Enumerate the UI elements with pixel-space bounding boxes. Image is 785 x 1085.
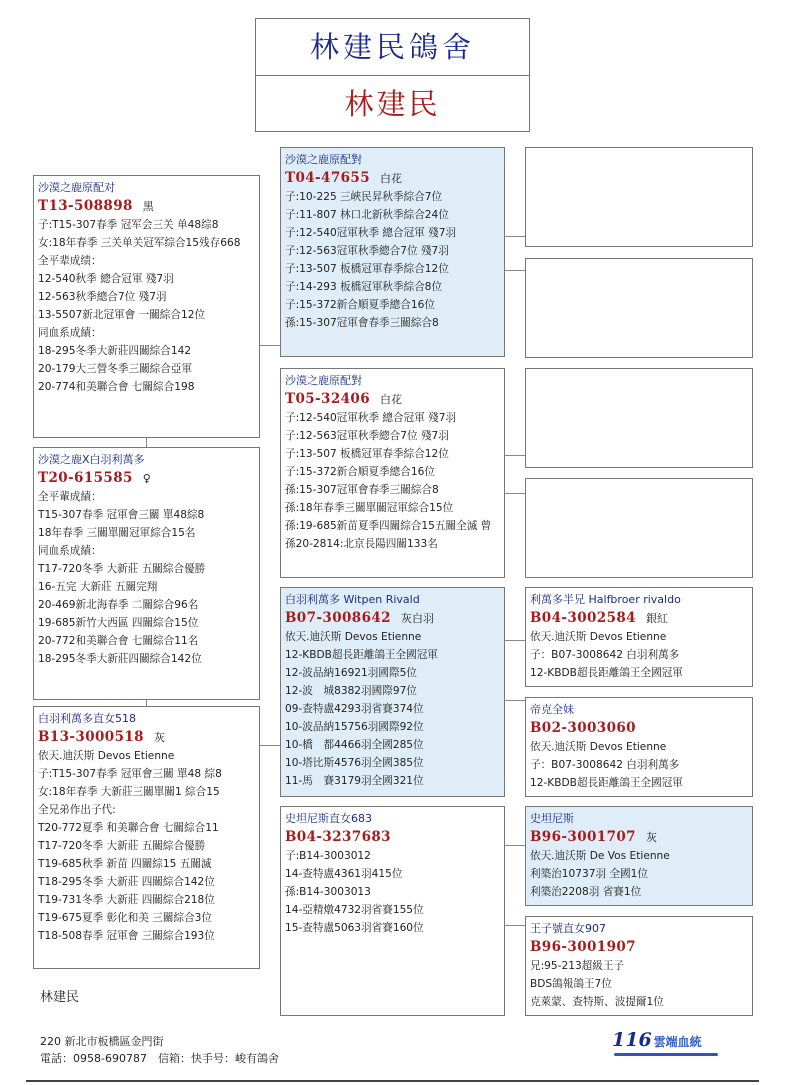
card-title: 沙漠之鹿原配對 — [285, 374, 362, 387]
ring-number: B96-3001907 — [530, 939, 636, 955]
record-line: 子:T15-307春季 冠军会三关 单48综8 — [38, 219, 219, 231]
card-lines — [285, 409, 500, 553]
connector — [146, 437, 147, 447]
record-line: 子:13-507 板橋冠軍春季綜合12位 — [285, 448, 449, 460]
card-title: 帝克全妹 — [530, 703, 574, 716]
record-line: 12-KBDB超長距離鴿王全國冠軍 — [285, 649, 438, 661]
card-title: 史坦尼斯 — [530, 812, 574, 825]
empty-pedigree-slot — [525, 368, 753, 468]
record-line: 13-5507新北冠軍會 一關綜合12位 — [38, 309, 206, 321]
card-lines — [38, 488, 255, 668]
footer-address: 220 新北市板橋區金門街 — [40, 1035, 164, 1048]
record-line: T18-508春季 冠軍會 三關綜合193位 — [38, 930, 215, 942]
connector — [504, 493, 525, 494]
record-line: 子:11-807 林口北新秋季綜合24位 — [285, 209, 449, 221]
record-line: 10-橋 都4466羽全國285位 — [285, 739, 424, 751]
record-line: 子:15-372新合順夏季總合16位 — [285, 466, 435, 478]
record-line: 14-查特盧4361羽415位 — [285, 868, 403, 880]
record-line: 同血系成績： — [38, 545, 102, 557]
subject-card[interactable] — [33, 175, 260, 438]
record-line: 子:10-225 三峽民昇秋季綜合7位 — [285, 191, 443, 203]
connector — [259, 345, 280, 346]
record-line: 14-亞精燉4732羽省賽155位 — [285, 904, 424, 916]
ring-number: T04-47655 — [285, 170, 371, 186]
owner-name: 林建民 — [344, 87, 441, 121]
record-line: 子:12-540冠軍秋季 總合冠軍 殘7羽 — [285, 412, 457, 424]
record-line: 20-469新北海春季 二關綜合96名 — [38, 599, 199, 611]
brand-number: 116 — [612, 1029, 652, 1051]
record-line: 克萊蒙、查特斯、波提爾1位 — [530, 996, 664, 1008]
empty-pedigree-slot — [525, 478, 753, 578]
record-line: 19-685新竹大西區 四關綜合15位 — [38, 617, 199, 629]
ring-number: T05-32406 — [285, 391, 371, 407]
card-lines — [285, 628, 500, 790]
gg-7-card[interactable] — [525, 806, 753, 906]
card-lines — [530, 628, 748, 682]
connector — [504, 640, 525, 641]
card-title: 白羽利萬多 Witpen Rivald — [285, 593, 420, 606]
record-line: 子:12-563冠軍秋季總合7位 殘7羽 — [285, 245, 449, 257]
record-line: BDS鴿報鴿王7位 — [530, 978, 612, 990]
brand-logo[interactable] — [612, 1029, 702, 1051]
card-lines — [38, 216, 255, 396]
record-line: 利築治2208羽 省賽1位 — [530, 886, 642, 898]
connector — [504, 270, 525, 271]
record-line: 依天.迪沃斯 De Vos Etienne — [530, 850, 670, 862]
ring-number: B07-3008642 — [285, 610, 391, 626]
record-line: T19-731冬季 大新莊 四關綜合218位 — [38, 894, 215, 906]
dam-s-card[interactable] — [280, 368, 505, 578]
empty-pedigree-slot — [525, 147, 753, 247]
gg-8-card[interactable] — [525, 916, 753, 1016]
plumage-color: 黑 — [142, 200, 154, 213]
record-line: 女:18年春季 三关单关冠军综合15残存668 — [38, 237, 241, 249]
ring-number: B04-3237683 — [285, 829, 391, 845]
record-line: 子：B07-3008642 白羽利萬多 — [530, 649, 680, 661]
record-line: 依天.迪沃斯 Devos Etienne — [530, 631, 667, 643]
plumage-color: ♀ — [142, 472, 151, 485]
record-line: T19-685秋季 新苗 四關綜15 五關滅 — [38, 858, 212, 870]
record-line: 20-179大三營冬季三關綜合亞軍 — [38, 363, 193, 375]
record-line: 子:12-540冠軍秋季 總合冠軍 殘7羽 — [285, 227, 457, 239]
record-line: 16-五完 大新莊 五關完翔 — [38, 581, 158, 593]
card-title: 白羽利萬多直女518 — [38, 712, 136, 725]
ring-number: T13-508898 — [38, 198, 133, 214]
footer-divider — [26, 1080, 759, 1082]
card-title: 利萬多半兄 Halfbroer rivaldo — [530, 593, 681, 606]
connector — [504, 700, 525, 701]
header-box — [255, 18, 530, 132]
card-lines — [530, 957, 748, 1011]
record-line: 子:13-507 板橋冠軍春季綜合12位 — [285, 263, 449, 275]
footer-contact: 電話：0958-690787 信箱：快手号：峻有鴿舍 — [40, 1052, 279, 1065]
connector — [504, 455, 525, 456]
record-line: 10-波品納15756羽國際92位 — [285, 721, 424, 733]
plumage-color: 白花 — [380, 393, 403, 406]
record-line: 依天.迪沃斯 Devos Etienne — [285, 631, 422, 643]
record-line: 子:14-293 板橋冠軍秋季綜合8位 — [285, 281, 443, 293]
record-line: 女:18年春季 大新莊三關單關1 綜合15 — [38, 786, 220, 798]
record-line: T17-720冬季 大新莊 五關綜合優勝 — [38, 563, 206, 575]
record-line: 子:12-563冠軍秋季總合7位 殘7羽 — [285, 430, 449, 442]
record-line: 12-KBDB超長距離鴿王全國冠軍 — [530, 667, 683, 679]
record-line: 10-塔比斯4576羽全國385位 — [285, 757, 424, 769]
gg-6-card[interactable] — [525, 697, 753, 797]
card-lines — [285, 847, 500, 937]
ring-number: B04-3002584 — [530, 610, 636, 626]
record-line: 15-查特盧5063羽省賽160位 — [285, 922, 424, 934]
card-lines — [285, 188, 500, 332]
sire-d-card[interactable] — [280, 587, 505, 797]
connector — [259, 745, 280, 746]
record-line: 兄:95-213超級王子 — [530, 960, 625, 972]
record-line: 20-772和美聯合會 七關綜合11名 — [38, 635, 199, 647]
card-title: 王子號直女907 — [530, 922, 606, 935]
record-line: 20-774和美聯合會 七關綜合198 — [38, 381, 195, 393]
card-lines — [530, 847, 748, 901]
record-line: T15-307春季 冠軍會三關 單48綜8 — [38, 509, 205, 521]
record-line: 12-563秋季總合7位 殘7羽 — [38, 291, 167, 303]
record-line: 18-295冬季大新莊四關綜合142位 — [38, 653, 202, 665]
record-line: 子：B07-3008642 白羽利萬多 — [530, 759, 680, 771]
record-line: 孫:15-307冠軍會春季三關綜合8 — [285, 317, 439, 329]
record-line: 12-波 城8382羽國際97位 — [285, 685, 417, 697]
card-lines — [530, 738, 748, 792]
record-line: 全平輩成績： — [38, 491, 102, 503]
connector — [504, 845, 525, 846]
record-line: 依天.迪沃斯 Devos Etienne — [530, 741, 667, 753]
record-line: 11-馬 賽3179羽全國321位 — [285, 775, 424, 787]
record-line: 依天.迪沃斯 Devos Etienne — [38, 750, 175, 762]
connector — [146, 699, 147, 706]
ring-number: B96-3001707 — [530, 829, 636, 845]
ring-number: T20-615585 — [38, 470, 133, 486]
footer-owner: 林建民 — [40, 990, 80, 1005]
record-line: 子:T15-307春季 冠軍會三關 單48 綜8 — [38, 768, 222, 780]
record-line: 09-查特盧4293羽省賽374位 — [285, 703, 424, 715]
record-line: 12-KBDB超長距離鴿王全國冠軍 — [530, 777, 683, 789]
record-line: T18-295冬季 大新莊 四關綜合142位 — [38, 876, 215, 888]
plumage-color: 灰白羽 — [400, 612, 434, 625]
gg-5-card[interactable] — [525, 587, 753, 687]
loft-name: 林建民鴿舍 — [256, 19, 529, 76]
record-line: 全兄弟作出子代: — [38, 804, 116, 816]
record-line: T17-720冬季 大新莊 五關綜合優勝 — [38, 840, 206, 852]
connector — [504, 925, 525, 926]
record-line: T20-772夏季 和美聯合會 七關綜合11 — [38, 822, 219, 834]
record-line: 同血系成績： — [38, 327, 102, 339]
record-line: 12-波品納16921羽國際5位 — [285, 667, 417, 679]
record-line: 子:15-372新合順夏季總合16位 — [285, 299, 435, 311]
connector — [504, 236, 525, 237]
record-line: 孫:15-307冠軍會春季三關綜合8 — [285, 484, 439, 496]
dam-2-card[interactable] — [33, 706, 260, 969]
card-title: 沙漠之鹿原配對 — [285, 153, 362, 166]
record-line: 12-540秋季 總合冠軍 殘7羽 — [38, 273, 174, 285]
dam-d-card[interactable] — [280, 806, 505, 1016]
record-line: 孫:18年春季三關單關冠軍綜合15位 — [285, 502, 454, 514]
record-line: 孫:B14-3003013 — [285, 886, 371, 898]
record-line: 18年春季 三關單關冠軍綜合15名 — [38, 527, 196, 539]
plumage-color: 白花 — [380, 172, 403, 185]
record-line: 子:B14-3003012 — [285, 850, 371, 862]
plumage-color: 灰 — [153, 731, 165, 744]
ring-number: B13-3000518 — [38, 729, 144, 745]
plumage-color: 灰 — [645, 831, 657, 844]
sire-s-card[interactable] — [280, 147, 505, 357]
card-title: 沙漠之鹿原配对 — [38, 181, 115, 194]
plumage-color: 銀紅 — [645, 612, 668, 625]
ring-number: B02-3003060 — [530, 720, 636, 736]
record-line: 利築治10737羽 全國1位 — [530, 868, 648, 880]
dam-1-card[interactable] — [33, 447, 260, 700]
record-line: 18-295冬季大新莊四關綜合142 — [38, 345, 192, 357]
record-line: 全平辈成绩： — [38, 255, 102, 267]
card-lines — [38, 747, 255, 945]
empty-pedigree-slot — [525, 258, 753, 358]
card-title: 史坦尼斯直女683 — [285, 812, 372, 825]
card-title: 沙漠之鹿X白羽利萬多 — [38, 453, 145, 466]
record-line: 孫:19-685新苗夏季四關綜合15五關全滅 曾孫20-2814:北京長陽四關133名 — [285, 520, 492, 550]
brand-underline — [614, 1053, 718, 1056]
brand-word: 雲端血統 — [653, 1035, 702, 1049]
record-line: T19-675夏季 彰化和美 三關綜合3位 — [38, 912, 212, 924]
